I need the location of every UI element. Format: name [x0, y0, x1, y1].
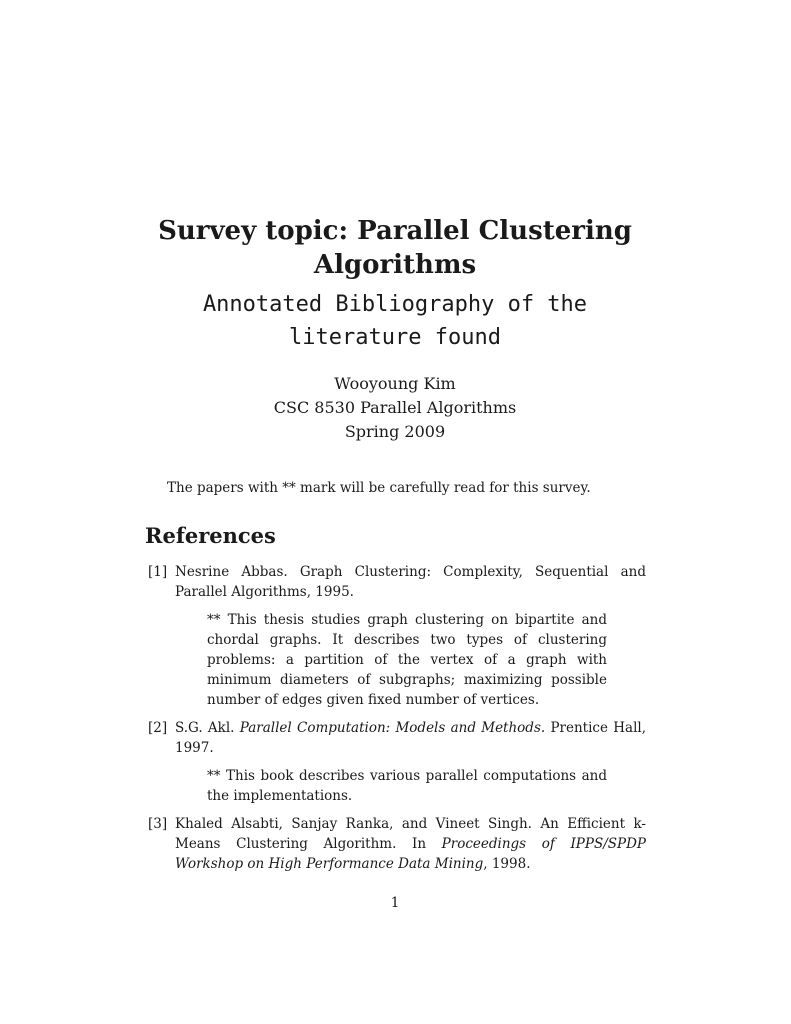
reference-citation	[175, 718, 646, 758]
reference-citation	[175, 562, 646, 602]
reference-authors: Nesrine Abbas.	[175, 564, 288, 580]
survey-note: The papers with ** mark will be carefully read for this survey.	[167, 480, 591, 496]
reference-item	[148, 562, 646, 710]
course-name: CSC 8530 Parallel Algorithms	[273, 398, 517, 417]
author-name: Wooyoung Kim	[334, 374, 456, 393]
reference-item	[148, 814, 646, 874]
reference-title: Graph Clustering: Complexity, Sequential and Parallel Algorithms, 1995.	[175, 564, 646, 600]
reference-title: An Efficient k-Means Clustering Algorithm. In	[175, 816, 646, 852]
reference-venue: Proceedings of IPPS/SPDP Workshop on High Performance Data Mining	[175, 836, 647, 872]
paper-title: Survey topic: Parallel Clustering Algorithms	[158, 216, 632, 280]
reference-citation	[175, 814, 646, 874]
reference-authors: Khaled Alsabti, Sanjay Ranka, and Vineet Singh.	[175, 816, 532, 832]
reference-number: [2]	[148, 720, 168, 736]
reference-annotation: ** This thesis studies graph clustering on bipartite and chordal graphs. It describes two types of clustering problems: a partition of the vertex of a graph with minimum diameters of subgraphs; maximizing possible number of edges given fixed number of vertices.	[207, 612, 607, 708]
reference-title: Parallel Computation: Models and Methods.	[239, 720, 546, 736]
reference-year: , 1998.	[483, 856, 531, 872]
paper-subtitle: Annotated Bibliography of the literature found	[202, 292, 588, 350]
reference-number: [1]	[148, 564, 168, 580]
reference-publisher: Prentice Hall, 1997.	[175, 720, 646, 756]
reference-annotation: ** This book describes various parallel computations and the implementations.	[207, 768, 607, 804]
term: Spring 2009	[344, 422, 446, 441]
reference-item	[148, 718, 646, 806]
reference-list	[148, 562, 646, 882]
reference-number: [3]	[148, 816, 168, 832]
author-block	[150, 372, 640, 444]
reference-authors: S.G. Akl.	[175, 720, 235, 736]
references-heading: References	[145, 523, 276, 548]
page-number: 1	[390, 895, 400, 911]
